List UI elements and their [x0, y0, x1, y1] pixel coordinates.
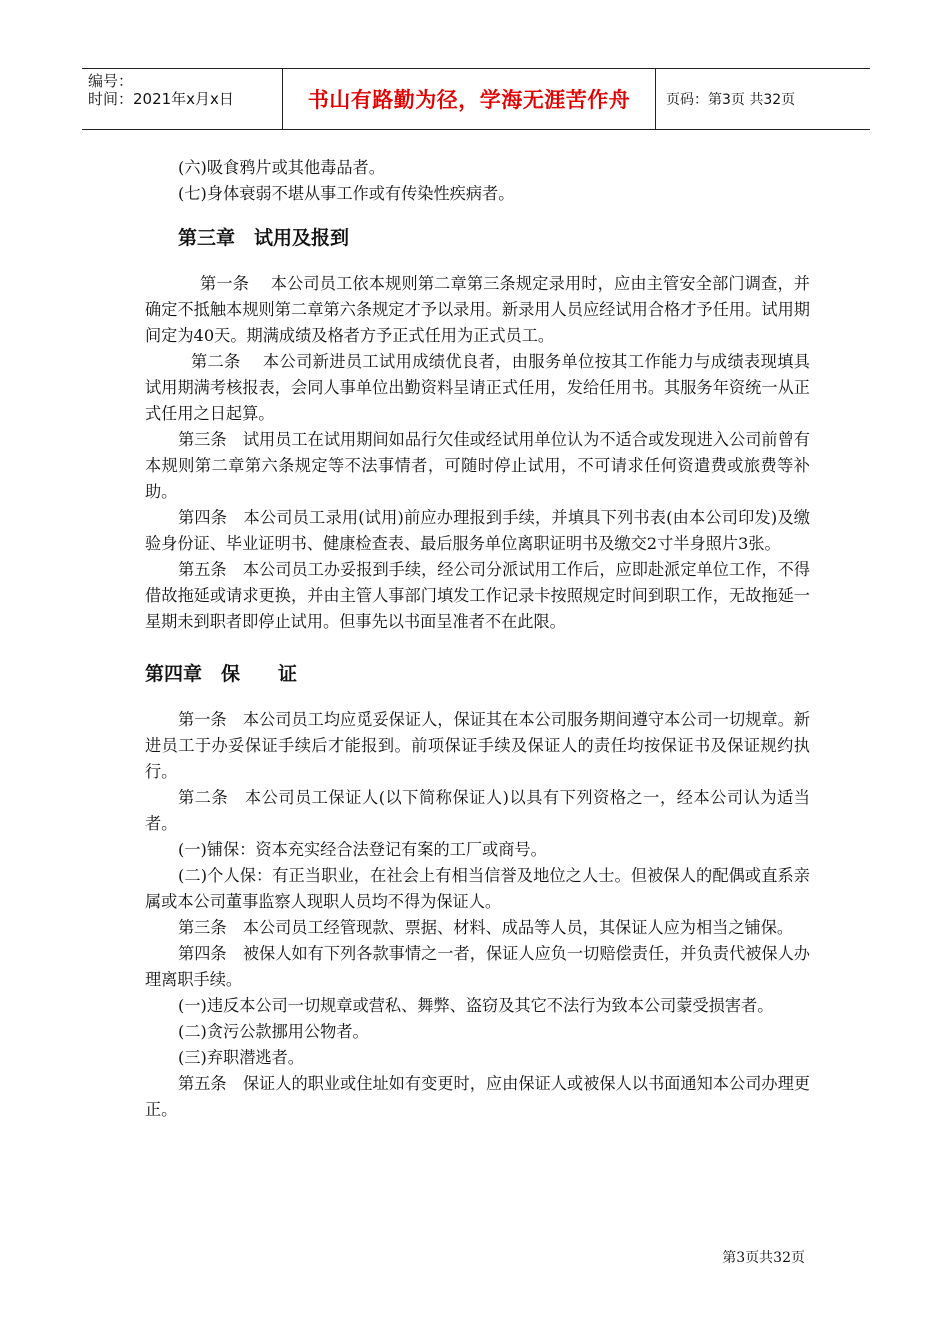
article: 第四条 被保人如有下列各款事情之一者，保证人应负一切赔偿责任，并负责代被保人办理离职手续。 [145, 944, 810, 989]
article: 第五条 本公司员工办妥报到手续，经公司分派试用工作后，应即赴派定单位工作，不得借故拖延或请求更换，并由主管人事部门填发工作记录卡按照规定时间到职工作，无故拖延一星期未到职者即停止试用。但事先以书面呈准者不在此限。 [145, 560, 810, 631]
list-item: (二)个人保：有正当职业，在社会上有相当信誉及地位之人士。但被保人的配偶或直系亲属或本公司董事监察人现职人员均不得为保证人。 [145, 866, 810, 911]
list-item: (二)贪污公款挪用公物者。 [178, 1022, 369, 1041]
chapter-4-title: 第四章 保 证 [145, 663, 298, 685]
list-item: (三)弃职潜逃者。 [178, 1048, 304, 1067]
article: 第五条 保证人的职业或住址如有变更时，应由保证人或被保人以书面通知本公司办理更正。 [145, 1074, 810, 1119]
document-body [145, 155, 810, 1123]
list-item: (一)铺保：资本充实经合法登记有案的工厂或商号。 [178, 840, 547, 859]
page-footer: 第3页共32页 [722, 1250, 805, 1266]
article: 第二条 本公司员工保证人(以下简称保证人)以具有下列资格之一，经本公司认为适当者。 [145, 788, 810, 833]
article: 第三条 本公司员工经管现款、票据、材料、成品等人员，其保证人应为相当之铺保。 [178, 918, 794, 937]
article: 第四条 本公司员工录用(试用)前应办理报到手续，并填具下列书表(由本公司印发)及缴验身份证、毕业证明书、健康检查表、最后服务单位离职证明书及缴交2寸半身照片3张。 [145, 508, 810, 553]
chapter-3-title: 第三章 试用及报到 [178, 227, 350, 249]
list-item: (七)身体衰弱不堪从事工作或有传染性疾病者。 [178, 184, 515, 203]
header-motto: 书山有路勤为径，学海无涯苦作舟 [282, 69, 656, 129]
header-meta [82, 69, 282, 129]
header-number: 编号： [88, 72, 134, 90]
header-page-info: 页码：第3页 共32页 [666, 92, 796, 108]
list-item: (六)吸食鸦片或其他毒品者。 [178, 158, 385, 177]
article: 第三条 试用员工在试用期间如品行欠佳或经试用单位认为不适合或发现进入公司前曾有本规则第二章第六条规定等不法事情者，可随时停止试用，不可请求任何资遣费或旅费等补助。 [145, 430, 810, 501]
article: 第一条 本公司员工均应觅妥保证人，保证其在本公司服务期间遵守本公司一切规章。新进员工于办妥保证手续后才能报到。前项保证手续及保证人的责任均按保证书及保证规约执行。 [145, 710, 810, 781]
page-header [82, 68, 870, 130]
list-item: (一)违反本公司一切规章或营私、舞弊、盗窃及其它不法行为致本公司蒙受损害者。 [178, 996, 774, 1015]
article: 第一条 本公司员工依本规则第二章第三条规定录用时，应由主管安全部门调查，并确定不抵触本规则第二章第六条规定才予以录用。新录用人员应经试用合格才予任用。试用期间定为40天。期满成绩及格者方予正式任用为正式员工。 [145, 274, 810, 345]
article: 第二条 本公司新进员工试用成绩优良者，由服务单位按其工作能力与成绩表现填具试用期满考核报表，会同人事单位出勤资料呈请正式任用，发给任用书。其服务年资统一从正式任用之日起算。 [145, 352, 810, 423]
header-date: 时间：2021年x月x日 [88, 90, 234, 108]
